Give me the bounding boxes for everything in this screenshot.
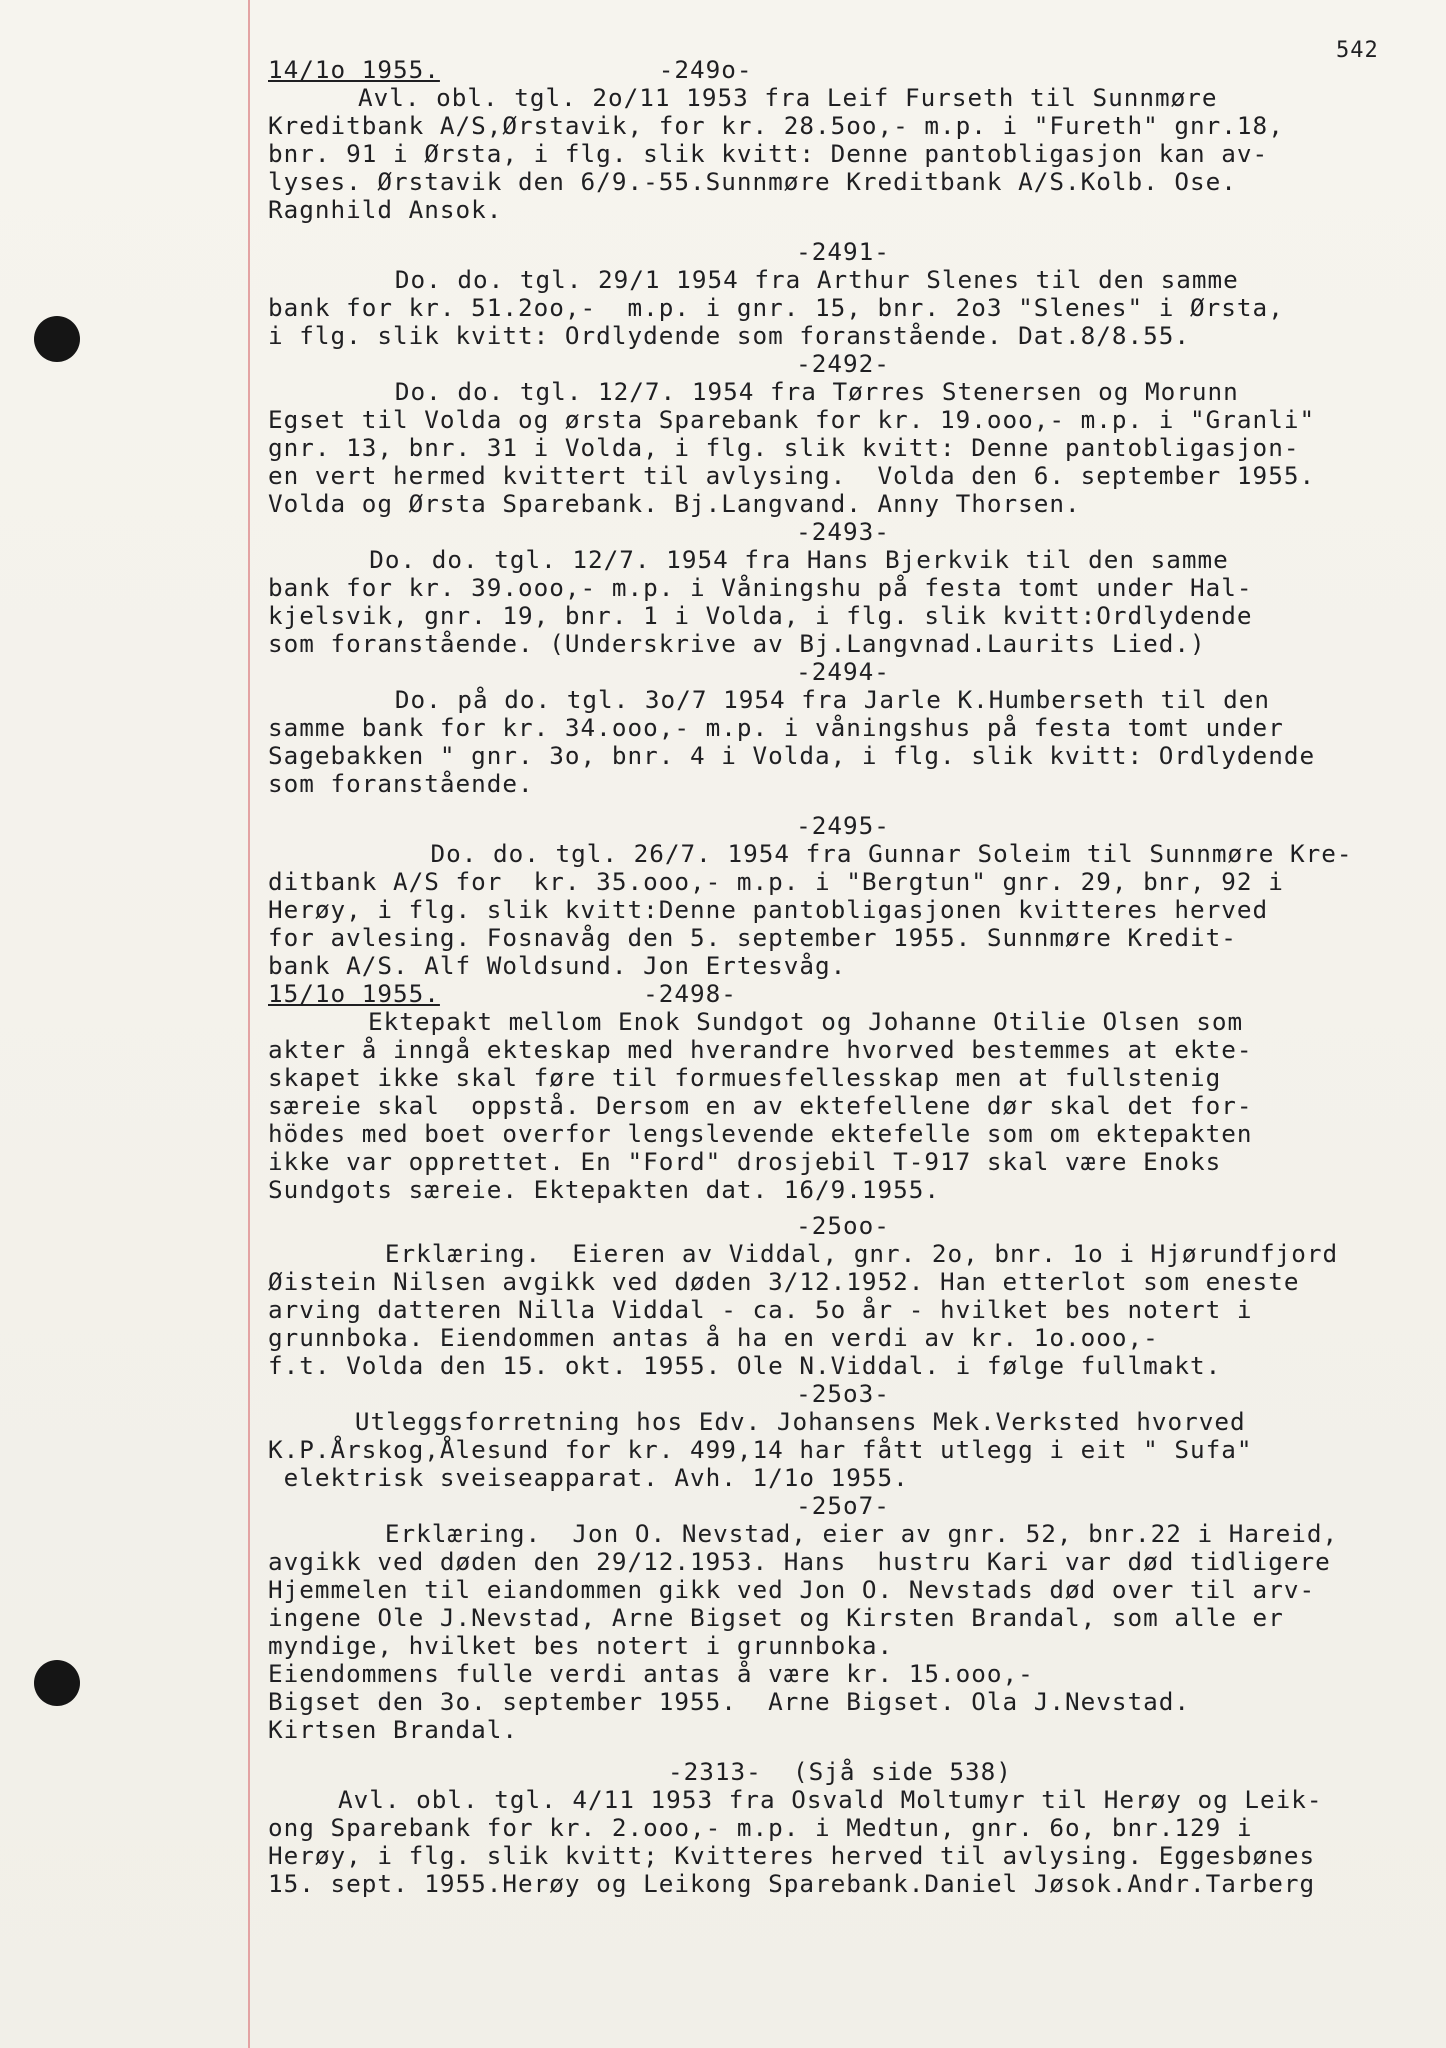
entry-line: ditbank A/S for kr. 35.ooo,- m.p. i "Bergtun" gnr. 29, bnr, 92 i (268, 867, 1284, 896)
entry-line: Øistein Nilsen avgikk ved døden 3/12.1952. Han etterlot som eneste (268, 1267, 1300, 1296)
page-number: 542 (1336, 38, 1379, 63)
entry-2491 (268, 238, 1418, 350)
entry-line: elektrisk sveiseapparat. Avh. 1/1o 1955. (268, 1463, 909, 1492)
entry-number: -2491- (796, 237, 890, 266)
entry-line: Ektepakt mellom Enok Sundgot og Johanne Otilie Olsen som (368, 1007, 1244, 1036)
entry-line: ong Sparebank for kr. 2.ooo,- m.p. i Medtun, gnr. 6o, bnr.129 i (268, 1813, 1253, 1842)
entry-line: gnr. 13, bnr. 31 i Volda, i flg. slik kvitt: Denne pantobligasjon- (268, 433, 1300, 462)
entry-line: Bigset den 3o. september 1955. Arne Bigset. Ola J.Nevstad. (268, 1687, 1191, 1716)
entry-line: Sundgots særeie. Ektepakten dat. 16/9.1955. (268, 1175, 941, 1204)
entry-date: 15/1o 1955. (268, 979, 440, 1008)
entry-line: Herøy, i flg. slik kvitt; Kvitteres herved til avlysing. Eggesbønes (268, 1841, 1316, 1870)
entry-line: arving datteren Nilla Viddal - ca. 5o år - hvilket bes notert i (268, 1295, 1253, 1324)
entry-line: bank A/S. Alf Woldsund. Jon Ertesvåg. (268, 951, 847, 980)
entry-number: -2313- (668, 1757, 762, 1786)
entry-line: Volda og Ørsta Sparebank. Bj.Langvand. Anny Thorsen. (268, 489, 1081, 518)
entry-line: for avlesing. Fosnavåg den 5. september 1955. Sunnmøre Kredit- (268, 923, 1237, 952)
entry-line: myndige, hvilket bes notert i grunnboka. (268, 1631, 894, 1660)
entry-2500 (268, 1212, 1418, 1380)
entry-2498 (268, 980, 1418, 1204)
entry-line: bank for kr. 51.2oo,- m.p. i gnr. 15, bnr. 2o3 "Slenes" i Ørsta, (268, 293, 1284, 322)
entry-line: f.t. Volda den 15. okt. 1955. Ole N.Viddal. i følge fullmakt. (268, 1351, 1222, 1380)
entry-2493 (268, 518, 1418, 658)
entry-line: 15. sept. 1955.Herøy og Leikong Sparebank.Daniel Jøsok.Andr.Tarberg (268, 1869, 1316, 1898)
entry-line: Erklæring. Jon O. Nevstad, eier av gnr. 52, bnr.22 i Hareid, (338, 1519, 1339, 1548)
entry-line: i flg. slik kvitt: Ordlydende som foranstående. Dat.8/8.55. (268, 321, 1191, 350)
entry-number: -2495- (796, 811, 890, 840)
entry-line: Eiendommens fulle verdi antas å være kr. 15.ooo,- (268, 1659, 1034, 1688)
entry-number: -25o3- (796, 1379, 890, 1408)
entry-line: samme bank for kr. 34.ooo,- m.p. i våningshus på festa tomt under (268, 713, 1284, 742)
entry-number: -249o- (658, 55, 753, 84)
entry-line: Hjemmelen til eiandommen gikk ved Jon O. Nevstads død over til arv- (268, 1575, 1316, 1604)
entry-line: akter å inngå ekteskap med hverandre hvorved bestemmes at ekte- (268, 1035, 1253, 1064)
entry-line: Herøy, i flg. slik kvitt:Denne pantobligasjonen kvitteres herved (268, 895, 1269, 924)
entry-number: -2492- (796, 349, 890, 378)
entry-number: -2493- (796, 517, 890, 546)
punch-hole-bottom (34, 1660, 80, 1706)
entry-number: -2494- (796, 657, 890, 686)
entry-number: -2498- (643, 979, 737, 1008)
entry-line: Avl. obl. tgl. 4/11 1953 fra Osvald Moltumyr til Herøy og Leik- (338, 1785, 1323, 1814)
entry-2507 (268, 1492, 1418, 1744)
entry-line: ingene Ole J.Nevstad, Arne Bigset og Kirsten Brandal, som alle er (268, 1603, 1284, 1632)
entry-line: K.P.Årskog,Ålesund for kr. 499,14 har fått utlegg i eit " Sufa" (268, 1435, 1253, 1464)
entry-line: Do. do. tgl. 12/7. 1954 fra Hans Bjerkvik til den samme (338, 545, 1229, 574)
entry-2490 (268, 56, 1418, 224)
entry-line: avgikk ved døden den 29/12.1953. Hans hustru Kari var død tidligere (268, 1547, 1331, 1576)
entry-line: Do. på do. tgl. 3o/7 1954 fra Jarle K.Humberseth til den (348, 685, 1271, 714)
entry-note: (Sjå side 538) (793, 1757, 1012, 1786)
entry-line: bnr. 91 i Ørsta, i flg. slik kvitt: Denne pantobligasjon kan av- (268, 139, 1269, 168)
entry-line: skapet ikke skal føre til formuesfellesskap men at fullstenig (268, 1063, 1222, 1092)
entry-line: en vert hermed kvittert til avlysing. Volda den 6. september 1955. (268, 461, 1316, 490)
entry-line: ikke var opprettet. En "Ford" drosjebil T-917 skal være Enoks (268, 1147, 1222, 1176)
entry-line: som foranstående. (268, 769, 534, 798)
entry-line: Do. do. tgl. 12/7. 1954 fra Tørres Stenersen og Morunn (348, 377, 1239, 406)
entry-line: Kreditbank A/S,Ørstavik, for kr. 28.5oo,- m.p. i "Fureth" gnr.18, (268, 111, 1284, 140)
entry-date: 14/1o 1955. (268, 55, 440, 84)
entry-line: Sagebakken " gnr. 3o, bnr. 4 i Volda, i flg. slik kvitt: Ordlydende (268, 741, 1316, 770)
punch-hole-top (34, 316, 80, 362)
entry-line: Utleggsforretning hos Edv. Johansens Mek.Verksted hvorved (308, 1407, 1246, 1436)
entry-line: Kirtsen Brandal. (268, 1715, 519, 1744)
entry-2503 (268, 1380, 1418, 1492)
entry-line: grunnboka. Eiendommen antas å ha en verdi av kr. 1o.ooo,- (268, 1323, 1159, 1352)
entry-line: Do. do. tgl. 26/7. 1954 fra Gunnar Soleim til Sunnmøre Kre- (368, 839, 1353, 868)
entry-line: bank for kr. 39.ooo,- m.p. i Våningshu på festa tomt under Hal- (268, 573, 1253, 602)
entry-2313 (268, 1758, 1418, 1898)
entry-line: særeie skal oppstå. Dersom en av ektefellene dør skal det for- (268, 1091, 1253, 1120)
entry-2495 (268, 812, 1418, 980)
entry-number: -25oo- (796, 1211, 890, 1240)
entry-line: Do. do. tgl. 29/1 1954 fra Arthur Slenes til den samme (348, 265, 1239, 294)
entry-2492 (268, 350, 1418, 518)
entry-line: Ragnhild Ansok. (268, 195, 503, 224)
entry-line: som foranstående. (Underskrive av Bj.Langvnad.Laurits Lied.) (268, 629, 1206, 658)
entry-line: Avl. obl. tgl. 2o/11 1953 fra Leif Furseth til Sunnmøre (358, 83, 1218, 112)
typed-text-body (268, 56, 1418, 1898)
entry-number: -25o7- (796, 1491, 890, 1520)
entry-line: Erklæring. Eieren av Viddal, gnr. 2o, bnr. 1o i Hjørundfjord (338, 1239, 1339, 1268)
entry-line: hödes med boet overfor lengslevende ektefelle som om ektepakten (268, 1119, 1253, 1148)
entry-line: lyses. Ørstavik den 6/9.-55.Sunnmøre Kreditbank A/S.Kolb. Ose. (268, 167, 1237, 196)
margin-rule (248, 0, 250, 2048)
entry-2494 (268, 658, 1418, 798)
entry-line: Egset til Volda og ørsta Sparebank for kr. 19.ooo,- m.p. i "Granli" (268, 405, 1316, 434)
entry-line: kjelsvik, gnr. 19, bnr. 1 i Volda, i flg. slik kvitt:Ordlydende (268, 601, 1253, 630)
